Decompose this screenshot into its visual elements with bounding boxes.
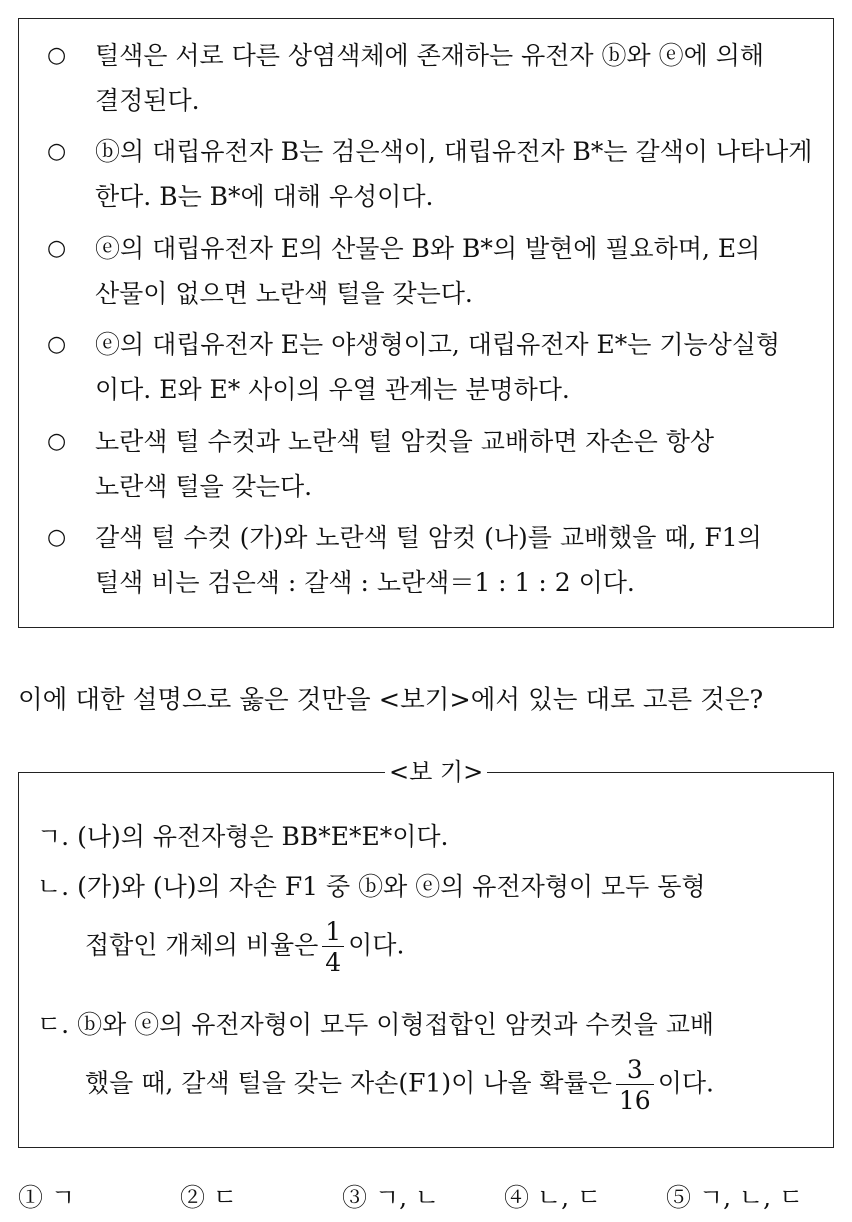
fraction-numerator: 3 (616, 1057, 654, 1085)
condition-line: 산물이 없으면 노란색 털을 갖는다. (95, 279, 473, 308)
condition-line: 털색은 서로 다른 상염색체에 존재하는 유전자 ⓑ와 ⓔ에 의해 (95, 41, 765, 70)
fraction (322, 919, 344, 975)
answer-choices (18, 1178, 838, 1218)
condition-line: 갈색 털 수컷 (가)와 노란색 털 암컷 (나)를 교배했을 때, F1의 (95, 523, 762, 552)
condition-line: 노란색 털을 갖는다. (95, 472, 313, 501)
answer-choice-3[interactable]: ③ ㄱ, ㄴ (342, 1183, 440, 1212)
bogi-item-c (37, 1005, 714, 1041)
bogi-label: ㄱ. (37, 822, 70, 851)
bullet-icon: ○ (47, 525, 67, 550)
bogi-label: ㄴ. (37, 872, 70, 901)
bogi-title: <보 기> (385, 756, 487, 788)
bogi-item-c-line2 (85, 1057, 714, 1113)
bogi-text: (가)와 (나)의 자손 F1 중 ⓑ와 ⓔ의 유전자형이 모두 동형 (77, 872, 706, 901)
bullet-icon: ○ (47, 332, 67, 357)
fraction-numerator: 1 (322, 919, 344, 947)
condition-line: 노란색 털 수컷과 노란색 털 암컷을 교배하면 자손은 항상 (95, 427, 715, 456)
answer-choice-5[interactable]: ⑤ ㄱ, ㄴ, ㄷ (666, 1183, 804, 1212)
bogi-box (18, 758, 834, 1148)
condition-line: 털색 비는 검은색 : 갈색 : 노란색＝1 : 1 : 2 이다. (95, 568, 635, 597)
bogi-item-b (37, 867, 706, 903)
bogi-text: ⓑ와 ⓔ의 유전자형이 모두 이형접합인 암컷과 수컷을 교배 (77, 1010, 714, 1039)
bogi-text: 접합인 개체의 비율은 (85, 930, 319, 960)
answer-choice-1[interactable]: ① ㄱ (18, 1183, 76, 1212)
bullet-icon: ○ (47, 429, 67, 454)
bogi-label: ㄷ. (37, 1010, 70, 1039)
fraction (616, 1057, 654, 1113)
answer-choice-4[interactable]: ④ ㄴ, ㄷ (504, 1183, 602, 1212)
bogi-text: 했을 때, 갈색 털을 갖는 자손(F1)이 나올 확률은 (85, 1068, 612, 1098)
conditions-box (18, 18, 834, 628)
answer-choice-2[interactable]: ② ㄷ (180, 1183, 238, 1212)
fraction-denominator: 4 (325, 948, 342, 977)
bogi-text: (나)의 유전자형은 BB*E*E*이다. (77, 822, 449, 851)
bogi-text: 이다. (657, 1068, 714, 1098)
question-text: 이에 대한 설명으로 옳은 것만을 <보기>에서 있는 대로 고른 것은? (18, 685, 764, 715)
bullet-icon: ○ (47, 43, 67, 68)
condition-line: 한다. B는 B*에 대해 우성이다. (95, 182, 434, 211)
condition-line: 결정된다. (95, 86, 200, 115)
fraction-denominator: 16 (618, 1086, 651, 1115)
bullet-icon: ○ (47, 139, 67, 164)
condition-line: ⓔ의 대립유전자 E의 산물은 B와 B*의 발현에 필요하며, E의 (95, 234, 761, 263)
bogi-item-b-line2 (85, 919, 404, 975)
bullet-icon: ○ (47, 236, 67, 261)
condition-line: ⓔ의 대립유전자 E는 야생형이고, 대립유전자 E*는 기능상실형 (95, 330, 781, 359)
condition-line: 이다. E와 E* 사이의 우열 관계는 분명하다. (95, 375, 570, 404)
bogi-text: 이다. (348, 930, 405, 960)
condition-line: ⓑ의 대립유전자 B는 검은색이, 대립유전자 B*는 갈색이 나타나게 (95, 137, 813, 166)
bogi-item-a (37, 817, 449, 853)
